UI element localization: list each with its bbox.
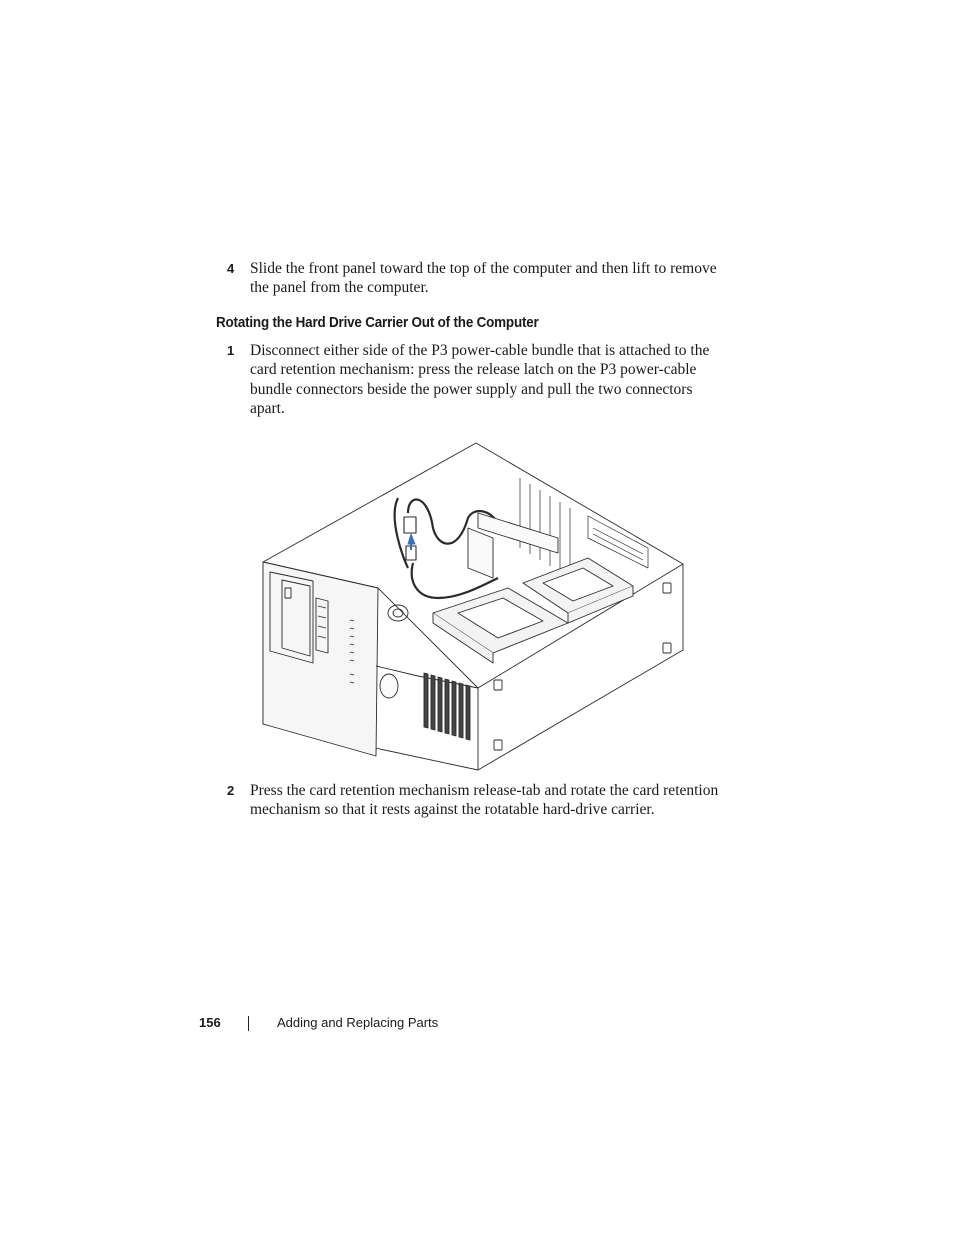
footer-separator: [248, 1016, 249, 1031]
section-heading: Rotating the Hard Drive Carrier Out of the Computer: [216, 315, 539, 331]
page-number: 156: [199, 1015, 221, 1030]
step-number: 2: [227, 783, 235, 798]
step-number: 4: [227, 261, 235, 276]
step-number: 1: [227, 343, 235, 358]
step-2: [227, 781, 727, 820]
step-text: Disconnect either side of the P3 power-cable bundle that is attached to the card retention mechanism: press the release latch on the P3 power-cable bundle connectors beside the power supply and pull the two connectors apart.: [250, 342, 710, 417]
computer-illustration: [258, 438, 688, 774]
footer-section-title: Adding and Replacing Parts: [277, 1015, 439, 1030]
step-4: [227, 259, 727, 298]
step-1: [227, 341, 727, 418]
step-text: Slide the front panel toward the top of the computer and then lift to remove the panel from the computer.: [250, 260, 717, 297]
step-text: Press the card retention mechanism release-tab and rotate the card retention mechanism so that it rests against the rotatable hard-drive carrier.: [250, 782, 719, 819]
